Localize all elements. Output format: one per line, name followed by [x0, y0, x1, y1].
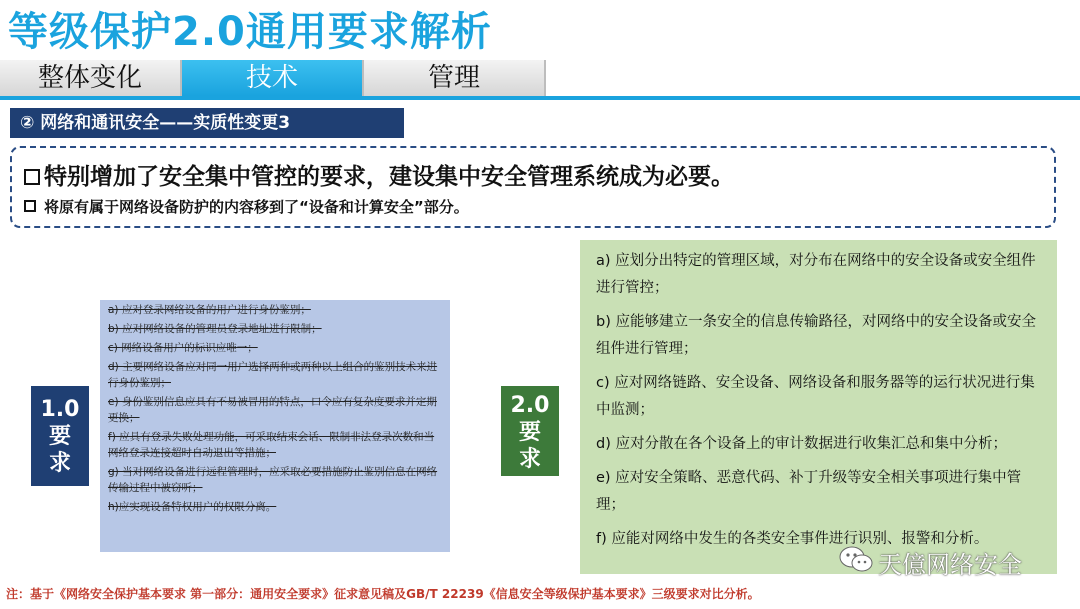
v2-requirements-badge: [501, 386, 559, 476]
v1-badge-version: 1.0: [40, 397, 80, 422]
tab-underline: [0, 96, 1080, 100]
key-point-callout: [10, 146, 1056, 228]
watermark-text: 天億网络安全: [878, 551, 1022, 579]
v2-item: e) 应对安全策略、恶意代码、补丁升级等安全相关事项进行集中管理；: [596, 470, 1022, 513]
v1-badge-char2: 求: [48, 451, 71, 476]
v2-item: c) 应对网络链路、安全设备、网络设备和服务器等的运行状况进行集中监测；: [596, 375, 1035, 418]
v1-item: g) 当对网络设备进行远程管理时，应采取必要措施防止鉴别信息在网络传输过程中被窃听；: [108, 466, 438, 494]
callout-main: [24, 158, 734, 191]
v2-item: d) 应对分散在各个设备上的审计数据进行收集汇总和集中分析；: [596, 436, 1007, 452]
v2-requirements-list: [580, 240, 1057, 574]
section-heading: ② 网络和通讯安全——实质性变更3: [10, 108, 404, 138]
footnote: 注：基于《网络安全保护基本要求 第一部分：通用安全要求》征求意见稿及GB/T 22239《信息安全等级保护基本要求》三级要求对比分析。: [6, 587, 760, 601]
checkbox-bullet-icon: [24, 169, 40, 185]
v2-badge-version: 2.0: [510, 393, 550, 418]
v2-item: f) 应能对网络中发生的各类安全事件进行识别、报警和分析。: [596, 531, 989, 547]
v1-item: a) 应对登录网络设备的用户进行身份鉴别；: [108, 304, 311, 316]
tab-bar: [0, 60, 1080, 96]
v1-item: e) 身份鉴别信息应具有不易被冒用的特点，口令应有复杂度要求并定期更换；: [108, 396, 437, 424]
tab-management[interactable]: 管理: [364, 60, 546, 96]
callout-main-text: 特别增加了安全集中管控的要求，建设集中安全管理系统成为必要。: [44, 164, 734, 190]
v2-item: b) 应能够建立一条安全的信息传输路径，对网络中的安全设备或安全组件进行管理；: [596, 314, 1036, 357]
v1-badge-char1: 要: [48, 424, 71, 449]
wechat-icon: [838, 545, 874, 587]
v2-badge-char1: 要: [518, 420, 541, 445]
v1-item: b) 应对网络设备的管理员登录地址进行限制；: [108, 323, 322, 335]
callout-sub: [24, 196, 469, 217]
v1-item: h)应实现设备特权用户的权限分离。: [108, 501, 277, 513]
v2-badge-char2: 求: [518, 447, 541, 472]
v1-item: d) 主要网络设备应对同一用户选择两种或两种以上组合的鉴别技术来进行身份鉴别；: [108, 361, 438, 389]
page-title: 等级保护2.0通用要求解析: [8, 9, 492, 55]
v1-requirements-list: [100, 300, 450, 552]
v1-item: c) 网络设备用户的标识应唯一；: [108, 342, 258, 354]
v1-item: f) 应具有登录失败处理功能，可采取结束会话、限制非法登录次数和当网络登录连接超时自动退出等措施；: [108, 431, 435, 459]
tab-overall-change[interactable]: 整体变化: [0, 60, 182, 96]
watermark: [838, 545, 1022, 585]
v1-requirements-badge: [31, 386, 89, 486]
callout-sub-text: 将原有属于网络设备防护的内容移到了“设备和计算安全”部分。: [44, 198, 469, 216]
tab-technology[interactable]: 技术: [182, 60, 364, 96]
checkbox-bullet-icon: [24, 200, 36, 212]
v2-item: a) 应划分出特定的管理区域，对分布在网络中的安全设备或安全组件进行管控；: [596, 253, 1036, 296]
